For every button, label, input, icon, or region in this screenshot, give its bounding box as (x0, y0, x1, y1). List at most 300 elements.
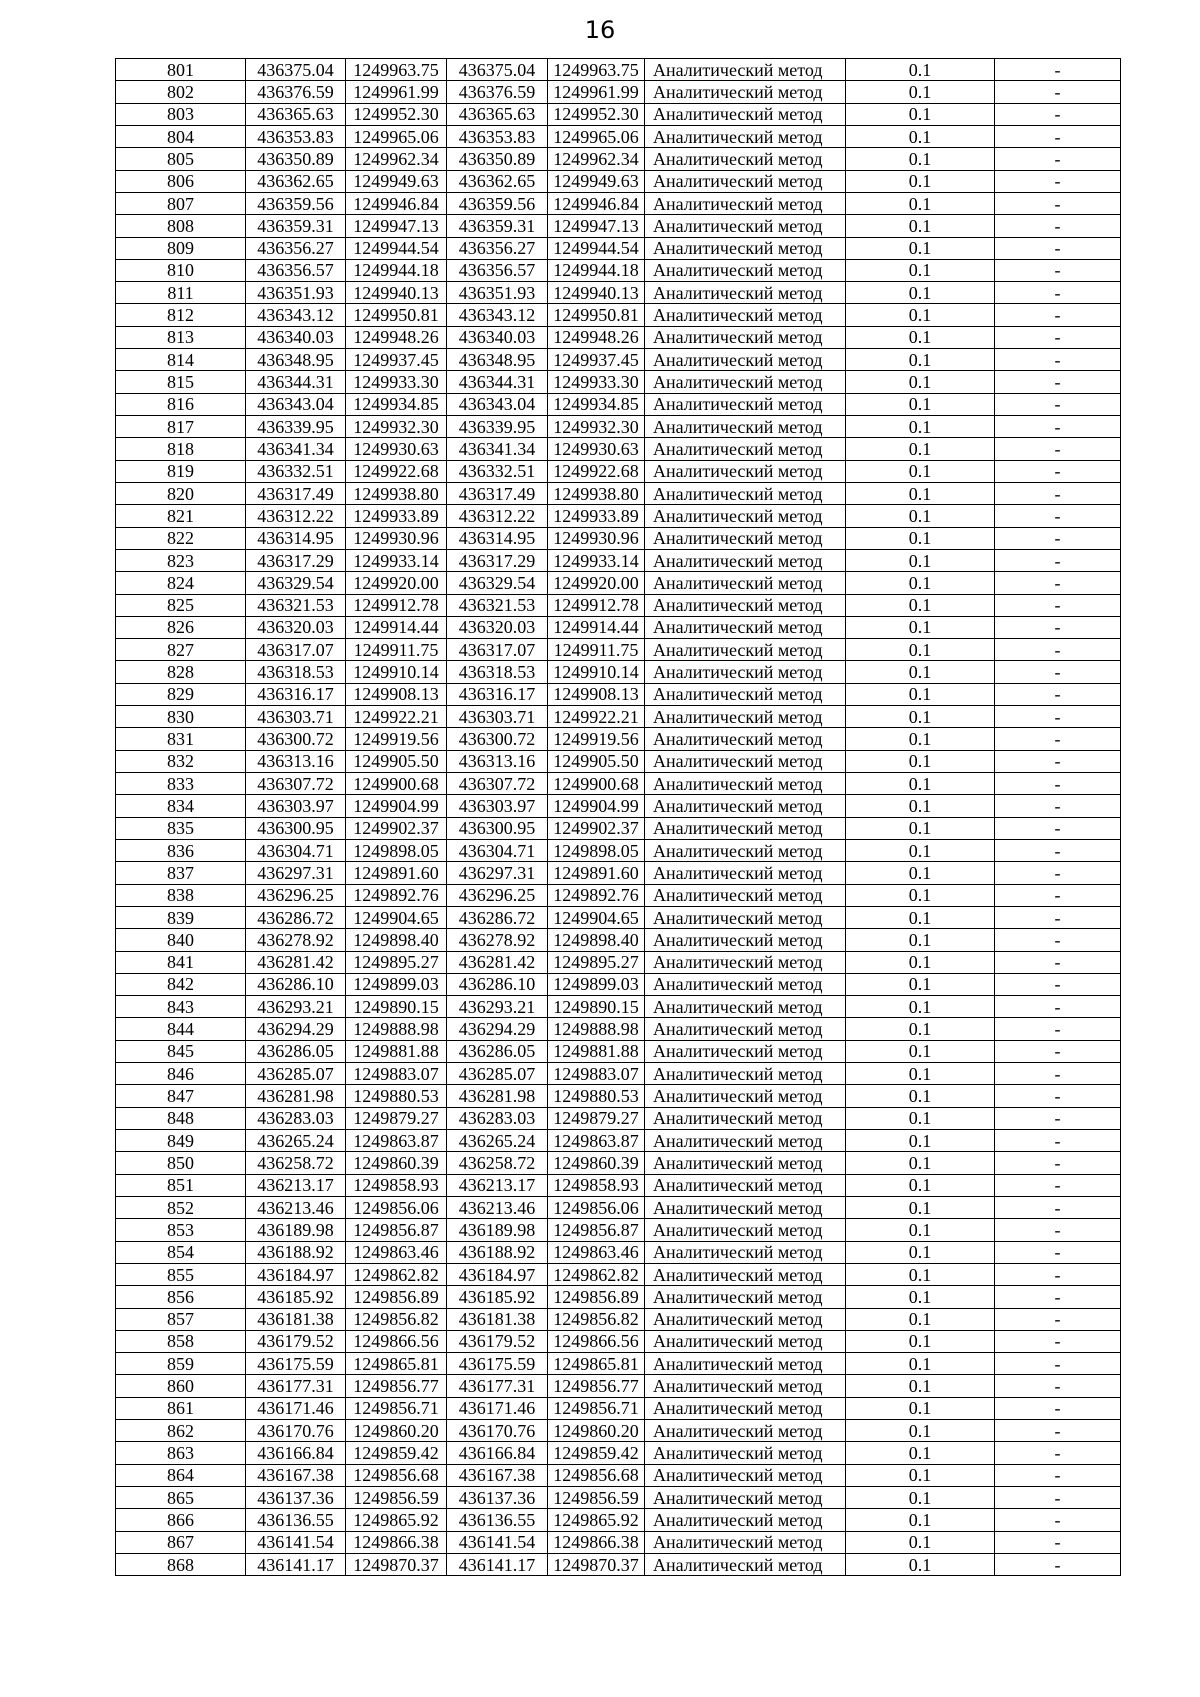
note-cell: - (995, 594, 1121, 616)
accuracy-cell: 0.1 (846, 1085, 995, 1107)
y-old-cell: 1249934.85 (346, 393, 447, 415)
y-old-cell: 1249944.18 (346, 259, 447, 281)
y-old-cell: 1249890.15 (346, 996, 447, 1018)
method-cell: Аналитический метод (645, 1397, 846, 1419)
x-old-cell: 436285.07 (246, 1063, 346, 1085)
method-cell: Аналитический метод (645, 572, 846, 594)
x-new-cell: 436359.56 (447, 192, 548, 214)
y-new-cell: 1249946.84 (548, 192, 645, 214)
table-row (116, 1531, 1121, 1553)
y-new-cell: 1249952.30 (548, 103, 645, 125)
x-old-cell: 436286.10 (246, 973, 346, 995)
point-number-cell: 853 (116, 1219, 246, 1241)
y-old-cell: 1249856.82 (346, 1308, 447, 1330)
note-cell: - (995, 1130, 1121, 1152)
x-old-cell: 436332.51 (246, 460, 346, 482)
x-new-cell: 436365.63 (447, 103, 548, 125)
note-cell: - (995, 1107, 1121, 1129)
y-new-cell: 1249902.37 (548, 817, 645, 839)
y-new-cell: 1249879.27 (548, 1107, 645, 1129)
table-row (116, 773, 1121, 795)
table-row (116, 839, 1121, 861)
point-number-cell: 863 (116, 1442, 246, 1464)
page-number: 16 (584, 16, 616, 44)
x-old-cell: 436340.03 (246, 326, 346, 348)
x-old-cell: 436258.72 (246, 1152, 346, 1174)
accuracy-cell: 0.1 (846, 549, 995, 571)
x-new-cell: 436316.17 (447, 683, 548, 705)
method-cell: Аналитический метод (645, 1553, 846, 1575)
x-old-cell: 436213.17 (246, 1174, 346, 1196)
y-new-cell: 1249932.30 (548, 416, 645, 438)
table-row (116, 1063, 1121, 1085)
y-old-cell: 1249863.87 (346, 1130, 447, 1152)
y-old-cell: 1249937.45 (346, 349, 447, 371)
point-number-cell: 865 (116, 1487, 246, 1509)
x-old-cell: 436141.17 (246, 1553, 346, 1575)
x-old-cell: 436281.42 (246, 951, 346, 973)
x-new-cell: 436179.52 (447, 1330, 548, 1352)
note-cell: - (995, 795, 1121, 817)
table-row (116, 862, 1121, 884)
y-old-cell: 1249905.50 (346, 750, 447, 772)
x-new-cell: 436167.38 (447, 1464, 548, 1486)
x-new-cell: 436281.42 (447, 951, 548, 973)
x-new-cell: 436300.95 (447, 817, 548, 839)
y-old-cell: 1249856.06 (346, 1196, 447, 1218)
point-number-cell: 854 (116, 1241, 246, 1263)
y-new-cell: 1249962.34 (548, 148, 645, 170)
table-row (116, 192, 1121, 214)
y-old-cell: 1249949.63 (346, 170, 447, 192)
note-cell: - (995, 326, 1121, 348)
x-new-cell: 436343.04 (447, 393, 548, 415)
table-row (116, 1397, 1121, 1419)
method-cell: Аналитический метод (645, 81, 846, 103)
accuracy-cell: 0.1 (846, 906, 995, 928)
x-old-cell: 436184.97 (246, 1263, 346, 1285)
y-old-cell: 1249900.68 (346, 773, 447, 795)
point-number-cell: 835 (116, 817, 246, 839)
x-old-cell: 436175.59 (246, 1353, 346, 1375)
table-row (116, 639, 1121, 661)
point-number-cell: 843 (116, 996, 246, 1018)
x-old-cell: 436375.04 (246, 59, 346, 81)
method-cell: Аналитический метод (645, 1286, 846, 1308)
point-number-cell: 805 (116, 148, 246, 170)
method-cell: Аналитический метод (645, 1353, 846, 1375)
accuracy-cell: 0.1 (846, 750, 995, 772)
y-old-cell: 1249908.13 (346, 683, 447, 705)
accuracy-cell: 0.1 (846, 929, 995, 951)
x-new-cell: 436341.34 (447, 438, 548, 460)
x-new-cell: 436189.98 (447, 1219, 548, 1241)
x-old-cell: 436356.27 (246, 237, 346, 259)
x-old-cell: 436213.46 (246, 1196, 346, 1218)
point-number-cell: 801 (116, 59, 246, 81)
accuracy-cell: 0.1 (846, 527, 995, 549)
point-number-cell: 803 (116, 103, 246, 125)
point-number-cell: 860 (116, 1375, 246, 1397)
accuracy-cell: 0.1 (846, 572, 995, 594)
point-number-cell: 806 (116, 170, 246, 192)
accuracy-cell: 0.1 (846, 728, 995, 750)
x-new-cell: 436286.05 (447, 1040, 548, 1062)
point-number-cell: 852 (116, 1196, 246, 1218)
table-row (116, 237, 1121, 259)
y-new-cell: 1249914.44 (548, 616, 645, 638)
note-cell: - (995, 706, 1121, 728)
y-old-cell: 1249963.75 (346, 59, 447, 81)
y-old-cell: 1249947.13 (346, 215, 447, 237)
x-old-cell: 436286.72 (246, 906, 346, 928)
y-old-cell: 1249866.38 (346, 1531, 447, 1553)
x-new-cell: 436320.03 (447, 616, 548, 638)
x-old-cell: 436351.93 (246, 282, 346, 304)
note-cell: - (995, 1464, 1121, 1486)
accuracy-cell: 0.1 (846, 215, 995, 237)
point-number-cell: 833 (116, 773, 246, 795)
y-old-cell: 1249880.53 (346, 1085, 447, 1107)
x-old-cell: 436353.83 (246, 125, 346, 147)
note-cell: - (995, 1063, 1121, 1085)
note-cell: - (995, 1531, 1121, 1553)
table-row (116, 1018, 1121, 1040)
note-cell: - (995, 215, 1121, 237)
y-new-cell: 1249890.15 (548, 996, 645, 1018)
point-number-cell: 862 (116, 1420, 246, 1442)
method-cell: Аналитический метод (645, 1464, 846, 1486)
table-row (116, 1420, 1121, 1442)
y-new-cell: 1249933.14 (548, 549, 645, 571)
y-new-cell: 1249947.13 (548, 215, 645, 237)
note-cell: - (995, 1174, 1121, 1196)
point-number-cell: 804 (116, 125, 246, 147)
y-old-cell: 1249881.88 (346, 1040, 447, 1062)
y-old-cell: 1249919.56 (346, 728, 447, 750)
method-cell: Аналитический метод (645, 951, 846, 973)
table-row (116, 482, 1121, 504)
x-new-cell: 436286.10 (447, 973, 548, 995)
x-new-cell: 436137.36 (447, 1487, 548, 1509)
method-cell: Аналитический метод (645, 1152, 846, 1174)
method-cell: Аналитический метод (645, 282, 846, 304)
method-cell: Аналитический метод (645, 1130, 846, 1152)
y-old-cell: 1249898.05 (346, 839, 447, 861)
table-row (116, 795, 1121, 817)
y-new-cell: 1249940.13 (548, 282, 645, 304)
point-number-cell: 847 (116, 1085, 246, 1107)
y-old-cell: 1249946.84 (346, 192, 447, 214)
note-cell: - (995, 1509, 1121, 1531)
y-old-cell: 1249865.81 (346, 1353, 447, 1375)
table-row (116, 973, 1121, 995)
x-new-cell: 436321.53 (447, 594, 548, 616)
accuracy-cell: 0.1 (846, 683, 995, 705)
x-old-cell: 436303.71 (246, 706, 346, 728)
y-old-cell: 1249920.00 (346, 572, 447, 594)
note-cell: - (995, 639, 1121, 661)
method-cell: Аналитический метод (645, 728, 846, 750)
table-row (116, 170, 1121, 192)
x-old-cell: 436321.53 (246, 594, 346, 616)
x-new-cell: 436353.83 (447, 125, 548, 147)
point-number-cell: 813 (116, 326, 246, 348)
y-new-cell: 1249910.14 (548, 661, 645, 683)
x-old-cell: 436343.04 (246, 393, 346, 415)
y-old-cell: 1249862.82 (346, 1263, 447, 1285)
y-old-cell: 1249932.30 (346, 416, 447, 438)
accuracy-cell: 0.1 (846, 349, 995, 371)
accuracy-cell: 0.1 (846, 326, 995, 348)
y-old-cell: 1249863.46 (346, 1241, 447, 1263)
method-cell: Аналитический метод (645, 706, 846, 728)
x-new-cell: 436141.54 (447, 1531, 548, 1553)
table-row (116, 527, 1121, 549)
y-new-cell: 1249938.80 (548, 482, 645, 504)
accuracy-cell: 0.1 (846, 973, 995, 995)
y-new-cell: 1249898.40 (548, 929, 645, 951)
y-new-cell: 1249930.96 (548, 527, 645, 549)
x-new-cell: 436184.97 (447, 1263, 548, 1285)
x-old-cell: 436265.24 (246, 1130, 346, 1152)
table-row (116, 304, 1121, 326)
method-cell: Аналитический метод (645, 304, 846, 326)
point-number-cell: 820 (116, 482, 246, 504)
table-row (116, 81, 1121, 103)
method-cell: Аналитический метод (645, 795, 846, 817)
method-cell: Аналитический метод (645, 973, 846, 995)
method-cell: Аналитический метод (645, 1308, 846, 1330)
x-old-cell: 436300.72 (246, 728, 346, 750)
table-row (116, 1263, 1121, 1285)
x-old-cell: 436170.76 (246, 1420, 346, 1442)
point-number-cell: 827 (116, 639, 246, 661)
table-row (116, 750, 1121, 772)
point-number-cell: 840 (116, 929, 246, 951)
accuracy-cell: 0.1 (846, 594, 995, 616)
x-old-cell: 436316.17 (246, 683, 346, 705)
y-new-cell: 1249933.30 (548, 371, 645, 393)
x-new-cell: 436343.12 (447, 304, 548, 326)
accuracy-cell: 0.1 (846, 1063, 995, 1085)
y-old-cell: 1249856.71 (346, 1397, 447, 1419)
x-old-cell: 436141.54 (246, 1531, 346, 1553)
y-old-cell: 1249938.80 (346, 482, 447, 504)
x-new-cell: 436294.29 (447, 1018, 548, 1040)
y-old-cell: 1249930.63 (346, 438, 447, 460)
table-row (116, 706, 1121, 728)
y-old-cell: 1249856.77 (346, 1375, 447, 1397)
note-cell: - (995, 304, 1121, 326)
y-old-cell: 1249856.59 (346, 1487, 447, 1509)
note-cell: - (995, 1420, 1121, 1442)
x-old-cell: 436304.71 (246, 839, 346, 861)
accuracy-cell: 0.1 (846, 1219, 995, 1241)
accuracy-cell: 0.1 (846, 1308, 995, 1330)
table-row (116, 549, 1121, 571)
note-cell: - (995, 996, 1121, 1018)
y-new-cell: 1249888.98 (548, 1018, 645, 1040)
method-cell: Аналитический метод (645, 1107, 846, 1129)
note-cell: - (995, 1040, 1121, 1062)
table-row (116, 683, 1121, 705)
note-cell: - (995, 549, 1121, 571)
x-new-cell: 436285.07 (447, 1063, 548, 1085)
y-new-cell: 1249856.71 (548, 1397, 645, 1419)
x-new-cell: 436303.97 (447, 795, 548, 817)
accuracy-cell: 0.1 (846, 1196, 995, 1218)
accuracy-cell: 0.1 (846, 884, 995, 906)
method-cell: Аналитический метод (645, 125, 846, 147)
method-cell: Аналитический метод (645, 906, 846, 928)
y-new-cell: 1249856.06 (548, 1196, 645, 1218)
method-cell: Аналитический метод (645, 929, 846, 951)
method-cell: Аналитический метод (645, 594, 846, 616)
table-row (116, 1174, 1121, 1196)
x-old-cell: 436314.95 (246, 527, 346, 549)
method-cell: Аналитический метод (645, 326, 846, 348)
table-row (116, 326, 1121, 348)
accuracy-cell: 0.1 (846, 817, 995, 839)
method-cell: Аналитический метод (645, 1085, 846, 1107)
accuracy-cell: 0.1 (846, 1263, 995, 1285)
x-old-cell: 436356.57 (246, 259, 346, 281)
note-cell: - (995, 572, 1121, 594)
x-old-cell: 436344.31 (246, 371, 346, 393)
note-cell: - (995, 817, 1121, 839)
x-new-cell: 436181.38 (447, 1308, 548, 1330)
method-cell: Аналитический метод (645, 1330, 846, 1352)
note-cell: - (995, 438, 1121, 460)
point-number-cell: 823 (116, 549, 246, 571)
x-old-cell: 436365.63 (246, 103, 346, 125)
point-number-cell: 817 (116, 416, 246, 438)
point-number-cell: 837 (116, 862, 246, 884)
method-cell: Аналитический метод (645, 996, 846, 1018)
method-cell: Аналитический метод (645, 750, 846, 772)
x-new-cell: 436304.71 (447, 839, 548, 861)
point-number-cell: 811 (116, 282, 246, 304)
x-new-cell: 436348.95 (447, 349, 548, 371)
table-row (116, 215, 1121, 237)
note-cell: - (995, 1263, 1121, 1285)
table-row (116, 884, 1121, 906)
note-cell: - (995, 416, 1121, 438)
y-old-cell: 1249860.20 (346, 1420, 447, 1442)
coordinates-table (115, 58, 1121, 1576)
y-new-cell: 1249856.68 (548, 1464, 645, 1486)
accuracy-cell: 0.1 (846, 1018, 995, 1040)
table-row (116, 416, 1121, 438)
point-number-cell: 816 (116, 393, 246, 415)
note-cell: - (995, 349, 1121, 371)
x-old-cell: 436188.92 (246, 1241, 346, 1263)
note-cell: - (995, 683, 1121, 705)
method-cell: Аналитический метод (645, 1442, 846, 1464)
method-cell: Аналитический метод (645, 1018, 846, 1040)
point-number-cell: 826 (116, 616, 246, 638)
y-old-cell: 1249898.40 (346, 929, 447, 951)
accuracy-cell: 0.1 (846, 237, 995, 259)
accuracy-cell: 0.1 (846, 773, 995, 795)
x-old-cell: 436339.95 (246, 416, 346, 438)
y-old-cell: 1249860.39 (346, 1152, 447, 1174)
x-new-cell: 436307.72 (447, 773, 548, 795)
y-new-cell: 1249883.07 (548, 1063, 645, 1085)
x-new-cell: 436303.71 (447, 706, 548, 728)
y-new-cell: 1249880.53 (548, 1085, 645, 1107)
accuracy-cell: 0.1 (846, 1353, 995, 1375)
y-new-cell: 1249922.21 (548, 706, 645, 728)
accuracy-cell: 0.1 (846, 1375, 995, 1397)
y-new-cell: 1249863.46 (548, 1241, 645, 1263)
x-new-cell: 436314.95 (447, 527, 548, 549)
y-new-cell: 1249899.03 (548, 973, 645, 995)
point-number-cell: 861 (116, 1397, 246, 1419)
accuracy-cell: 0.1 (846, 661, 995, 683)
x-new-cell: 436356.57 (447, 259, 548, 281)
y-new-cell: 1249949.63 (548, 170, 645, 192)
y-old-cell: 1249914.44 (346, 616, 447, 638)
note-cell: - (995, 862, 1121, 884)
method-cell: Аналитический метод (645, 1531, 846, 1553)
point-number-cell: 838 (116, 884, 246, 906)
accuracy-cell: 0.1 (846, 1442, 995, 1464)
x-old-cell: 436177.31 (246, 1375, 346, 1397)
y-old-cell: 1249858.93 (346, 1174, 447, 1196)
table-row (116, 1152, 1121, 1174)
accuracy-cell: 0.1 (846, 1531, 995, 1553)
table-row (116, 148, 1121, 170)
x-old-cell: 436343.12 (246, 304, 346, 326)
x-new-cell: 436317.49 (447, 482, 548, 504)
table-row (116, 1330, 1121, 1352)
table-row (116, 1464, 1121, 1486)
x-new-cell: 436329.54 (447, 572, 548, 594)
y-new-cell: 1249856.59 (548, 1487, 645, 1509)
method-cell: Аналитический метод (645, 884, 846, 906)
point-number-cell: 867 (116, 1531, 246, 1553)
note-cell: - (995, 371, 1121, 393)
table-row (116, 1553, 1121, 1575)
point-number-cell: 808 (116, 215, 246, 237)
accuracy-cell: 0.1 (846, 862, 995, 884)
x-new-cell: 436318.53 (447, 661, 548, 683)
table-row (116, 996, 1121, 1018)
y-old-cell: 1249961.99 (346, 81, 447, 103)
table-row (116, 661, 1121, 683)
note-cell: - (995, 1219, 1121, 1241)
accuracy-cell: 0.1 (846, 839, 995, 861)
x-old-cell: 436167.38 (246, 1464, 346, 1486)
y-old-cell: 1249856.68 (346, 1464, 447, 1486)
note-cell: - (995, 527, 1121, 549)
note-cell: - (995, 1308, 1121, 1330)
accuracy-cell: 0.1 (846, 304, 995, 326)
note-cell: - (995, 1196, 1121, 1218)
x-old-cell: 436189.98 (246, 1219, 346, 1241)
y-new-cell: 1249908.13 (548, 683, 645, 705)
x-old-cell: 436312.22 (246, 505, 346, 527)
table-row (116, 728, 1121, 750)
x-old-cell: 436294.29 (246, 1018, 346, 1040)
table-row (116, 460, 1121, 482)
method-cell: Аналитический метод (645, 103, 846, 125)
table-row (116, 1196, 1121, 1218)
method-cell: Аналитический метод (645, 371, 846, 393)
y-new-cell: 1249965.06 (548, 125, 645, 147)
